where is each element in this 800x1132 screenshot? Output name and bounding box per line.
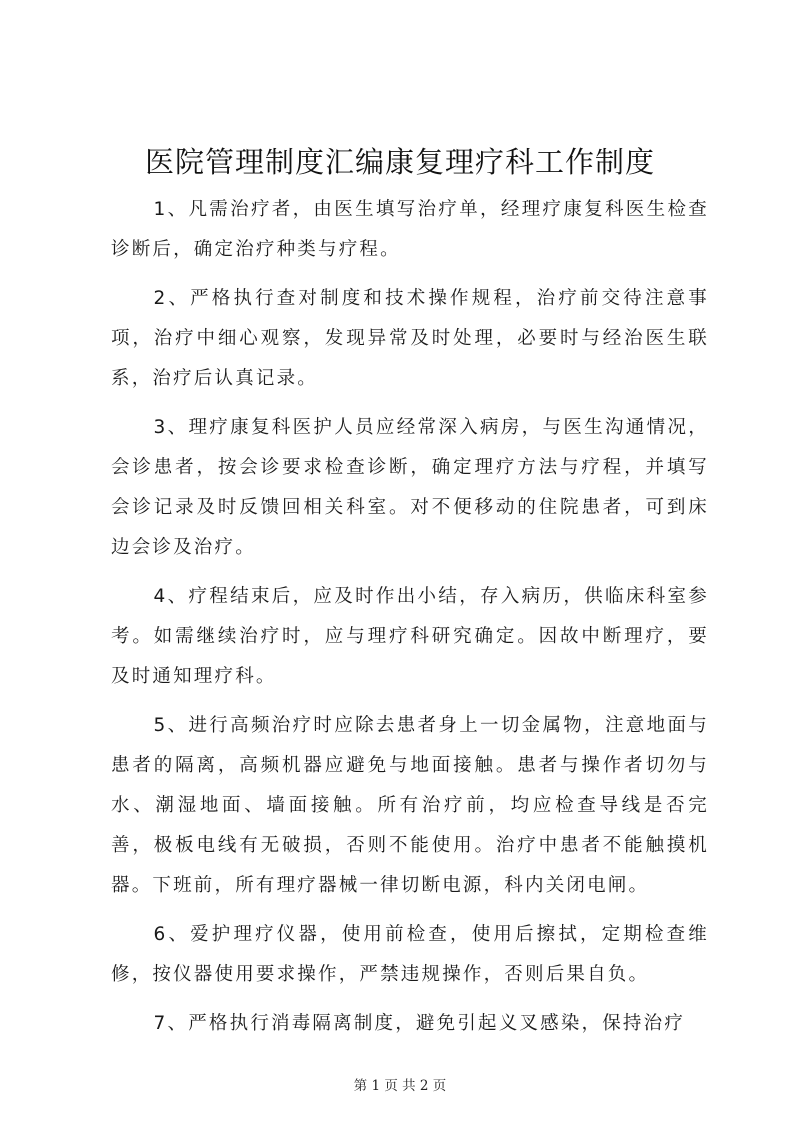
paragraph-7: 7、严格执行消毒隔离制度，避免引起义叉感染，保持治疗: [153, 1013, 686, 1034]
paragraph-6: 6、爱护理疗仪器，使用前检查，使用后擦拭，定期检查维修，按仪器使用要求操作，严禁违规操作，否则后果自负。: [111, 924, 709, 985]
paragraph-4: 4、疗程结束后，应及时作出小结，存入病历，供临床科室参考。如需继续治疗时，应与理疗科研究确定。因故中断理疗，要及时通知理疗科。: [111, 586, 709, 687]
document-title: 医院管理制度汇编康复理疗科工作制度: [144, 145, 655, 179]
paragraph-1: 1、凡需治疗者，由医生填写治疗单，经理疗康复科医生检查诊断后，确定治疗种类与疗程。: [111, 199, 709, 260]
paragraph-2: 2、严格执行查对制度和技术操作规程，治疗前交待注意事项，治疗中细心观察，发现异常及时处理，必要时与经治医生联系，治疗后认真记录。: [111, 288, 709, 389]
page-footer: 第 1 页 共 2 页: [353, 1078, 447, 1094]
document-body: [111, 190, 709, 1053]
paragraph-5: 5、进行高频治疗时应除去患者身上一切金属物，注意地面与患者的隔离，高频机器应避免与地面接触。患者与操作者切勿与水、潮湿地面、墙面接触。所有治疗前，均应检查导线是否完善，极板电线有无破损，否则不能使用。治疗中患者不能触摸机器。下班前，所有理疗器械一律切断电源，科内关闭电闸。: [111, 715, 709, 896]
paragraph-3: 3、理疗康复科医护人员应经常深入病房，与医生沟通情况，会诊患者，按会诊要求检查诊断，确定理疗方法与疗程，并填写会诊记录及时反馈回相关科室。对不便移动的住院患者，可到床边会诊及治疗。: [111, 417, 709, 558]
